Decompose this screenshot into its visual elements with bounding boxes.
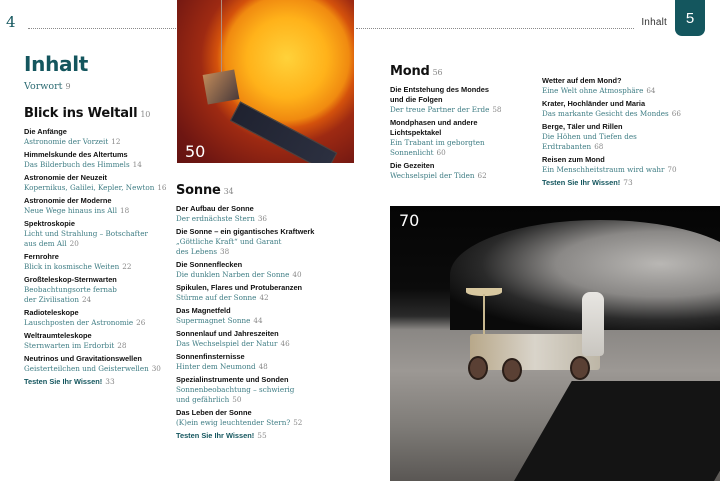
subtitle-text: Eine Welt ohne Atmosphäre xyxy=(542,86,644,95)
toc-entry-subtitle xyxy=(24,262,172,272)
toc-entry-heading: und die Folgen xyxy=(390,95,443,104)
toc-entry-subtitle xyxy=(542,86,720,96)
toc-entry-page: 30 xyxy=(151,364,161,373)
toc-entry[interactable] xyxy=(176,204,376,224)
chapter-entries-mond-b xyxy=(542,76,720,175)
toc-entry-heading: Sonnenlauf und Jahreszeiten xyxy=(176,329,279,338)
chapter-heading-weltall[interactable] xyxy=(24,106,172,121)
subtitle-text: Licht und Strahlung – Botschafter xyxy=(24,229,148,238)
test-link-mond[interactable] xyxy=(542,178,720,187)
toc-entry[interactable] xyxy=(24,354,172,374)
toc-entry[interactable] xyxy=(176,227,376,257)
toc-entry-page: 18 xyxy=(120,206,130,215)
toc-entry-page: 48 xyxy=(258,362,268,371)
toc-entry[interactable] xyxy=(176,283,376,303)
toc-entry-subtitle xyxy=(542,109,720,119)
test-link-sonne[interactable] xyxy=(176,431,376,440)
chapter-heading-mond[interactable] xyxy=(390,64,530,79)
subtitle-text: Neue Wege hinaus ins All xyxy=(24,206,118,215)
toc-entry[interactable] xyxy=(542,122,720,152)
toc-entry-subtitle xyxy=(24,160,172,170)
toc-entry-subtitle xyxy=(24,183,172,193)
subtitle-text: Der erdnächste Stern xyxy=(176,214,255,223)
subtitle-text: Geisterteilchen und Geisterwellen xyxy=(24,364,149,373)
toc-entry[interactable] xyxy=(176,306,376,326)
toc-entry-subtitle xyxy=(176,247,376,257)
toc-entry[interactable] xyxy=(390,85,530,115)
toc-entry-page: 40 xyxy=(292,270,302,279)
image-page-ref-sun: 50 xyxy=(185,142,206,161)
toc-entry-heading: Astronomie der Moderne xyxy=(24,196,112,205)
toc-entry-page: 52 xyxy=(293,418,303,427)
toc-entry-subtitle xyxy=(24,318,172,328)
toc-entry-heading: Die Sonne – ein gigantisches Kraftwerk xyxy=(176,227,315,236)
toc-entry-page: 36 xyxy=(257,214,267,223)
header-divider-mid xyxy=(356,28,634,29)
toc-entry[interactable] xyxy=(24,173,172,193)
toc-entry-heading: Das Leben der Sonne xyxy=(176,408,252,417)
toc-entry-page: 24 xyxy=(81,295,92,304)
toc-entry[interactable] xyxy=(176,375,376,405)
toc-column-2 xyxy=(176,183,376,440)
toc-entry-heading: Spektroskopie xyxy=(24,219,75,228)
test-page: 73 xyxy=(623,178,633,187)
subtitle-text: Ein Menschheitstraum wird wahr xyxy=(542,165,665,174)
toc-entry-heading: Neutrinos und Gravitationswellen xyxy=(24,354,142,363)
chapter-entries-mond-a xyxy=(390,85,530,181)
toc-entry[interactable] xyxy=(24,331,172,351)
toc-entry-heading: Weltraumteleskope xyxy=(24,331,92,340)
test-link-weltall[interactable] xyxy=(24,377,172,386)
toc-entry-subtitle xyxy=(542,165,720,175)
toc-entry-heading: Astronomie der Neuzeit xyxy=(24,173,107,182)
toc-entry-heading: Die Gezeiten xyxy=(390,161,435,170)
toc-title: Inhalt xyxy=(24,52,89,76)
subtitle-text: Lauschposten der Astronomie xyxy=(24,318,134,327)
toc-entry[interactable] xyxy=(542,76,720,96)
test-page: 33 xyxy=(105,377,115,386)
toc-entry-page: 28 xyxy=(117,341,127,350)
subtitle-text: Hinter dem Neumond xyxy=(176,362,256,371)
probe-body xyxy=(203,69,240,104)
toc-entry[interactable] xyxy=(176,408,376,428)
foreground-shadow xyxy=(508,381,720,481)
left-page-number: 4 xyxy=(6,13,16,31)
toc-entry-page: 62 xyxy=(477,171,487,180)
toc-entry-page: 60 xyxy=(436,148,446,157)
running-header-title: Inhalt xyxy=(641,17,667,28)
subtitle-text: Blick in kosmische Weiten xyxy=(24,262,120,271)
rover-wheel xyxy=(468,356,488,380)
chapter-page: 34 xyxy=(223,187,234,196)
toc-entry-page: 64 xyxy=(646,86,656,95)
subtitle-text: (K)ein ewig leuchtender Stern? xyxy=(176,418,291,427)
toc-entry-subtitle xyxy=(24,137,172,147)
toc-entry-subtitle xyxy=(24,295,172,305)
toc-entry[interactable] xyxy=(176,260,376,280)
rover-antenna-mast xyxy=(483,294,485,338)
toc-entry-subtitle xyxy=(176,362,376,372)
rover-wheel xyxy=(502,358,522,382)
toc-entry-subtitle xyxy=(24,341,172,351)
toc-column-3 xyxy=(390,64,530,184)
toc-entry-page: 26 xyxy=(136,318,146,327)
toc-entry-subtitle xyxy=(390,148,530,158)
toc-entry-subtitle xyxy=(176,395,376,405)
subtitle-text: Ein Trabant im geborgten xyxy=(390,138,485,147)
toc-entry[interactable] xyxy=(390,161,530,181)
toc-entry-page: 46 xyxy=(280,339,290,348)
test-label: Testen Sie Ihr Wissen! xyxy=(542,178,621,187)
vorwort-page: 9 xyxy=(65,82,71,91)
toc-entry-subtitle xyxy=(24,364,172,374)
toc-entry-subtitle xyxy=(176,293,376,303)
toc-entry-page: 38 xyxy=(220,247,230,256)
toc-entry-page: 42 xyxy=(259,293,269,302)
chapter-entries-weltall xyxy=(24,127,172,374)
toc-column-1 xyxy=(24,52,172,386)
subtitle-text: Erdtrabanten xyxy=(542,142,592,151)
toc-entry-subtitle xyxy=(176,385,376,395)
toc-entry-page: 50 xyxy=(232,395,242,404)
toc-entry-page: 20 xyxy=(69,239,79,248)
toc-entry[interactable] xyxy=(390,118,530,158)
subtitle-text: Die dunklen Narben der Sonne xyxy=(176,270,290,279)
toc-entry[interactable] xyxy=(24,127,172,147)
test-page: 55 xyxy=(257,431,267,440)
toc-entry-heading: Reisen zum Mond xyxy=(542,155,605,164)
subtitle-text: Das markante Gesicht des Mondes xyxy=(542,109,669,118)
toc-entry-heading: Das Magnetfeld xyxy=(176,306,231,315)
sun-probe-image xyxy=(177,0,354,163)
toc-entry[interactable] xyxy=(542,99,720,119)
toc-entry[interactable] xyxy=(24,275,172,305)
subtitle-text: Astronomie der Vorzeit xyxy=(24,137,109,146)
subtitle-text: „Göttliche Kraft“ und Garant xyxy=(176,237,282,246)
chapter-page: 10 xyxy=(140,110,151,119)
subtitle-text: Stürme auf der Sonne xyxy=(176,293,257,302)
chapter-page: 56 xyxy=(432,68,443,77)
toc-entry-subtitle xyxy=(176,270,376,280)
toc-entry-page: 58 xyxy=(492,105,502,114)
toc-entry-subtitle xyxy=(390,105,530,115)
toc-entry-subtitle xyxy=(176,214,376,224)
toc-column-4 xyxy=(542,76,720,187)
toc-entry-heading: Wetter auf dem Mond? xyxy=(542,76,622,85)
toc-entry[interactable] xyxy=(176,329,376,349)
probe-antenna xyxy=(221,0,222,72)
toc-entry-subtitle xyxy=(176,316,376,326)
toc-entry-subtitle xyxy=(24,229,172,239)
toc-entry-heading: Die Anfänge xyxy=(24,127,67,136)
right-page-number-tab: 5 xyxy=(675,0,705,36)
subtitle-text: Der treue Partner der Erde xyxy=(390,105,490,114)
toc-entry-subtitle xyxy=(176,339,376,349)
chapter-title: Mond xyxy=(390,64,430,79)
subtitle-text: Sternwarten im Erdorbit xyxy=(24,341,115,350)
toc-entry[interactable] xyxy=(24,252,172,272)
toc-entry-page: 16 xyxy=(157,183,167,192)
subtitle-text: des Lebens xyxy=(176,247,218,256)
toc-entry-page: 12 xyxy=(111,137,121,146)
subtitle-text: Wechselspiel der Tiden xyxy=(390,171,475,180)
toc-entry-heading: Lichtspektakel xyxy=(390,128,442,137)
chapter-title: Sonne xyxy=(176,183,221,198)
toc-entry-heading: Spezialinstrumente und Sonden xyxy=(176,375,289,384)
subtitle-text: Sonnenbeobachtung – schwierig xyxy=(176,385,295,394)
subtitle-text: Sonnenlicht xyxy=(390,148,434,157)
toc-entry-subtitle xyxy=(24,206,172,216)
subtitle-text: Die Höhen und Tiefen des xyxy=(542,132,637,141)
toc-entry[interactable] xyxy=(24,308,172,328)
moon-rover-image xyxy=(390,206,720,481)
toc-entry-page: 22 xyxy=(122,262,132,271)
toc-entry-page: 70 xyxy=(667,165,677,174)
toc-entry-heading: Sonnenfinsternisse xyxy=(176,352,245,361)
toc-entry[interactable] xyxy=(542,155,720,175)
header-divider-left xyxy=(28,28,176,29)
toc-entry-heading: Berge, Täler und Rillen xyxy=(542,122,623,131)
toc-entry[interactable] xyxy=(176,352,376,372)
toc-entry-page: 68 xyxy=(594,142,604,151)
toc-entry-heading: Der Aufbau der Sonne xyxy=(176,204,254,213)
toc-entry-heading: Himmelskunde des Altertums xyxy=(24,150,128,159)
toc-entry-subtitle xyxy=(390,138,530,148)
toc-entry-subtitle xyxy=(24,285,172,295)
toc-entry-page: 44 xyxy=(253,316,263,325)
toc-entry-subtitle xyxy=(542,142,720,152)
subtitle-text: Beobachtungsorte fernab xyxy=(24,285,117,294)
toc-entry-subtitle xyxy=(176,237,376,247)
toc-entry[interactable] xyxy=(24,219,172,249)
subtitle-text: der Zivilisation xyxy=(24,295,79,304)
test-label: Testen Sie Ihr Wissen! xyxy=(24,377,103,386)
subtitle-text: aus dem All xyxy=(24,239,67,248)
probe-solar-panel xyxy=(230,101,337,163)
toc-entry-heading: Krater, Hochländer und Maria xyxy=(542,99,646,108)
toc-entry-heading: Radioteleskope xyxy=(24,308,79,317)
subtitle-text: Das Bilderbuch des Himmels xyxy=(24,160,130,169)
toc-entry-subtitle xyxy=(542,132,720,142)
toc-entry-heading: Großteleskop-Sternwarten xyxy=(24,275,117,284)
toc-entry-page: 66 xyxy=(671,109,681,118)
chapter-entries-sonne xyxy=(176,204,376,428)
toc-entry-heading: Spikulen, Flares und Protuberanzen xyxy=(176,283,303,292)
astronaut xyxy=(582,292,604,356)
toc-entry-page: 14 xyxy=(132,160,142,169)
subtitle-text: Kopernikus, Galilei, Kepler, Newton xyxy=(24,183,155,192)
vorwort-label: Vorwort xyxy=(24,81,63,92)
toc-entry-subtitle xyxy=(24,239,172,249)
toc-entry-heading: Mondphasen und andere xyxy=(390,118,478,127)
toc-entry-heading: Fernrohre xyxy=(24,252,59,261)
chapter-heading-sonne[interactable] xyxy=(176,183,376,198)
chapter-title: Blick ins Weltall xyxy=(24,106,138,121)
toc-entry-subtitle xyxy=(390,171,530,181)
toc-entry[interactable] xyxy=(24,196,172,216)
toc-entry-vorwort[interactable] xyxy=(24,81,172,92)
rover-wheel xyxy=(570,356,590,380)
toc-entry-heading: Die Entstehung des Mondes xyxy=(390,85,489,94)
toc-entry-heading: Die Sonnenflecken xyxy=(176,260,243,269)
subtitle-text: Das Wechselspiel der Natur xyxy=(176,339,278,348)
toc-entry[interactable] xyxy=(24,150,172,170)
subtitle-text: Supermagnet Sonne xyxy=(176,316,251,325)
image-page-ref-moon: 70 xyxy=(399,211,420,230)
test-label: Testen Sie Ihr Wissen! xyxy=(176,431,255,440)
subtitle-text: und gefährlich xyxy=(176,395,230,404)
toc-entry-subtitle xyxy=(176,418,376,428)
